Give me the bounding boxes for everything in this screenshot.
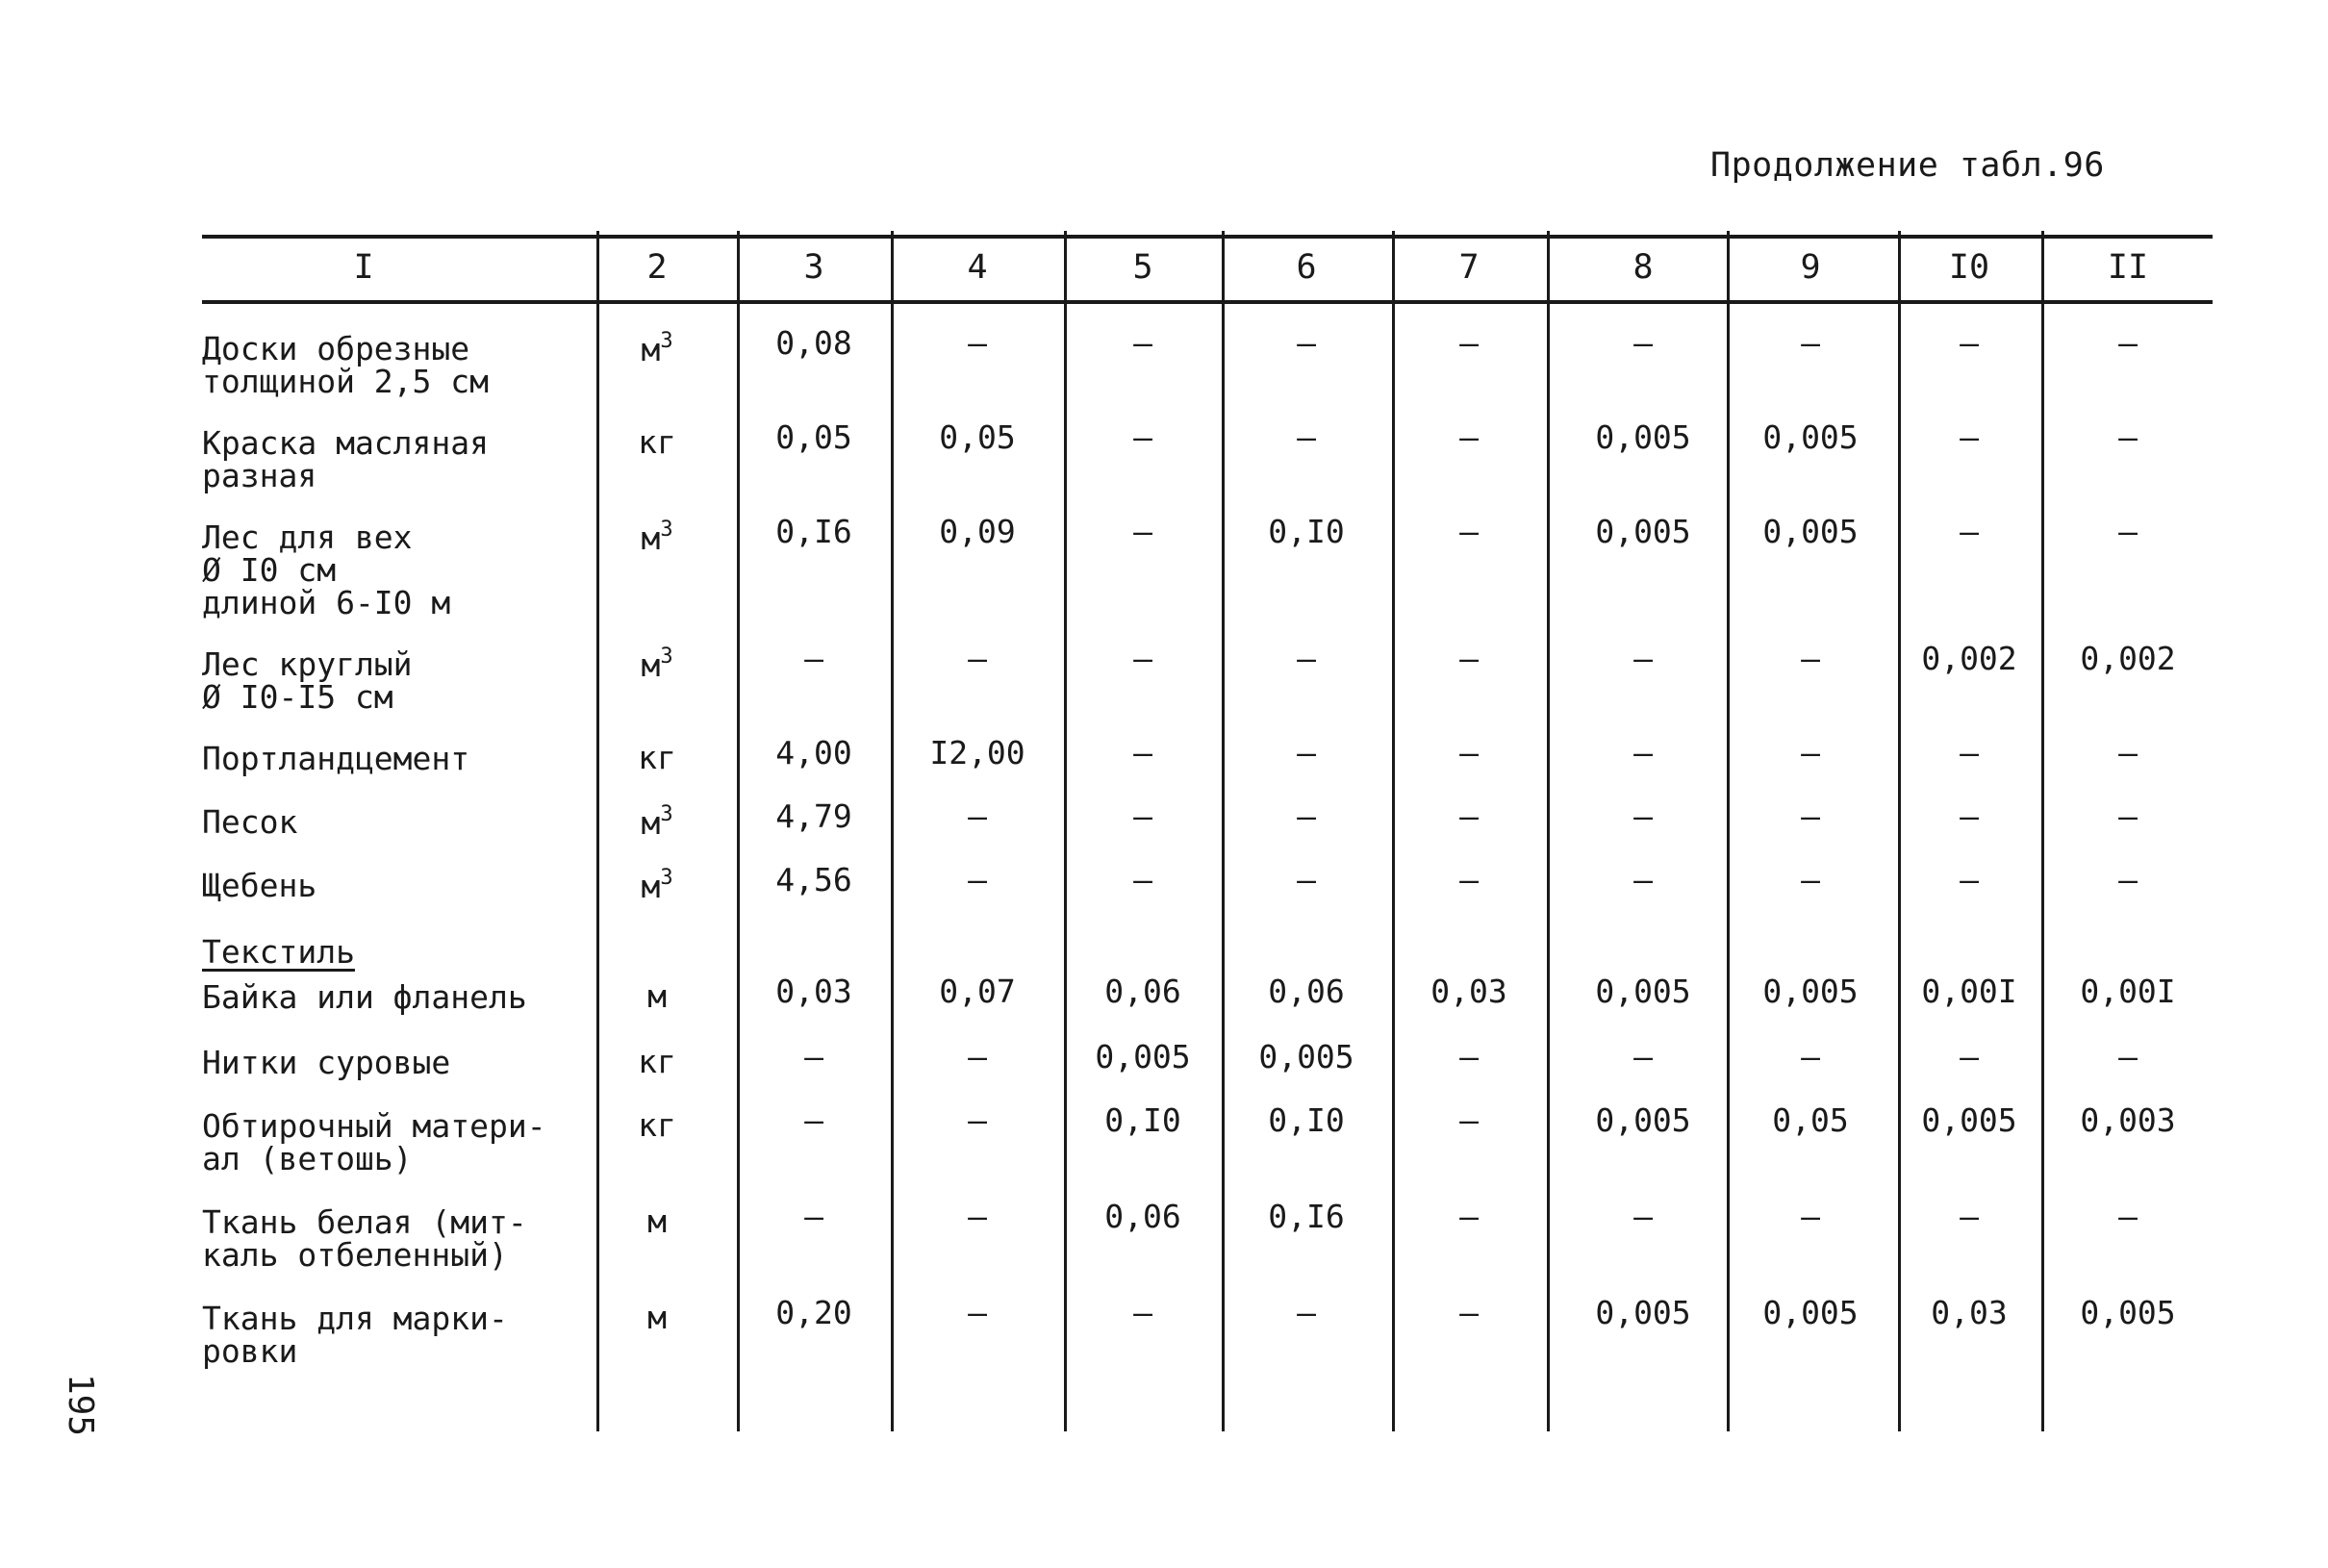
row-unit [641, 866, 672, 905]
column-rule [1727, 231, 1730, 1431]
unit-text: м [647, 1299, 667, 1336]
table-cell: – [1801, 640, 1820, 677]
table-cell: – [804, 1101, 823, 1139]
section-heading: Текстиль [202, 933, 355, 971]
table-cell: 0,09 [939, 513, 1016, 550]
row-name [202, 1203, 527, 1274]
unit-text: м [641, 646, 661, 684]
unit-superscript: 3 [660, 645, 673, 669]
table-cell: – [1297, 861, 1316, 898]
unit-text: м [641, 331, 661, 368]
column-rule [737, 231, 740, 1431]
table-cell: – [1801, 797, 1820, 835]
column-rule [1392, 231, 1395, 1431]
table-cell: 0,06 [1104, 1198, 1181, 1235]
row-unit [641, 802, 672, 842]
column-rule [1222, 231, 1225, 1431]
row-name-line: разная [202, 457, 317, 494]
row-name [202, 518, 451, 621]
row-name-line: Ø I0 см [202, 551, 337, 589]
table-cell: 0,005 [2080, 1294, 2176, 1331]
table-cell: 0,00I [2080, 973, 2176, 1010]
table-cell: 0,002 [2080, 640, 2176, 677]
unit-text: м [641, 868, 661, 905]
table-cell: 0,005 [1095, 1038, 1191, 1075]
table-cell: – [968, 861, 987, 898]
row-name-line: Портландцемент [202, 740, 470, 777]
table-cell: – [1960, 797, 1979, 835]
table-cell: 4,56 [775, 861, 852, 898]
row-unit [638, 739, 676, 776]
table-cell: 0,03 [1430, 973, 1507, 1010]
row-name [202, 330, 490, 400]
table-cell: 0,03 [1931, 1294, 2008, 1331]
table-cell: 0,005 [1921, 1101, 2017, 1139]
column-rule [891, 231, 894, 1431]
unit-text: кг [638, 739, 676, 776]
table-cell: – [968, 1101, 987, 1139]
table-cell: – [1133, 797, 1152, 835]
table-cell: – [1960, 418, 1979, 456]
row-name [202, 1302, 508, 1368]
table-cell: – [1801, 324, 1820, 362]
table-cell: 0,05 [1772, 1101, 1849, 1139]
table-cell: 0,I0 [1104, 1101, 1181, 1139]
table-cell: – [1297, 797, 1316, 835]
column-header: 2 [646, 248, 668, 287]
row-name [202, 803, 298, 841]
row-unit [641, 329, 672, 368]
column-header: 4 [967, 248, 988, 287]
column-header: 3 [803, 248, 824, 287]
table-cell: – [968, 1038, 987, 1075]
row-name [202, 867, 317, 904]
unit-text: м [641, 804, 661, 842]
table-cell: 0,005 [1595, 1294, 1691, 1331]
table-cell: 4,00 [775, 734, 852, 771]
table-cell: 0,20 [775, 1294, 852, 1331]
row-unit [647, 1202, 667, 1240]
column-rule [1547, 231, 1550, 1431]
table-cell: – [1133, 418, 1152, 456]
unit-superscript: 3 [660, 329, 673, 353]
table-cell: – [1459, 324, 1479, 362]
row-name [202, 424, 490, 494]
row-name [202, 645, 413, 716]
row-name-line: ал (ветошь) [202, 1140, 413, 1177]
table-cell: – [1960, 1198, 1979, 1235]
table-cell: 0,00I [1921, 973, 2017, 1010]
table-cell: – [1633, 640, 1653, 677]
table-cell: – [968, 797, 987, 835]
table-cell: 0,08 [775, 324, 852, 362]
row-name-line: каль отбеленный) [202, 1236, 508, 1274]
table-cell: – [2118, 797, 2138, 835]
row-name-line: Лес для вех [202, 518, 413, 556]
table-cell: 0,005 [1762, 513, 1859, 550]
row-name-line: Песок [202, 803, 298, 841]
row-unit [638, 423, 676, 461]
table-cell: – [968, 1294, 987, 1331]
row-name-line: Доски обрезные [202, 330, 470, 367]
table-cell: – [1133, 734, 1152, 771]
table-cell: – [1297, 734, 1316, 771]
row-name-line: Лес круглый [202, 645, 413, 683]
row-name-line: Щебень [202, 867, 317, 904]
row-unit [641, 518, 672, 557]
table-cell: 0,005 [1595, 973, 1691, 1010]
table-cell: 0,I0 [1268, 1101, 1345, 1139]
table-cell: 4,79 [775, 797, 852, 835]
table-cell: – [1133, 513, 1152, 550]
column-header: I0 [1948, 248, 1990, 287]
row-name-line: Ø I0-I5 см [202, 678, 393, 716]
table-cell: 0,06 [1268, 973, 1345, 1010]
table-cell: 0,I0 [1268, 513, 1345, 550]
table-cell: – [1960, 1038, 1979, 1075]
table-cell: – [1459, 1101, 1479, 1139]
table-cell: 0,002 [1921, 640, 2017, 677]
column-header: I [353, 248, 374, 287]
table-cell: 0,005 [1595, 418, 1691, 456]
table-cell: – [2118, 1038, 2138, 1075]
table-cell: 0,005 [1762, 1294, 1859, 1331]
table-cell: – [2118, 734, 2138, 771]
row-name-line: Байка или фланель [202, 978, 527, 1016]
unit-superscript: 3 [660, 866, 673, 890]
table-cell: – [1297, 324, 1316, 362]
table-cell: 0,I6 [775, 513, 852, 550]
table-cell: – [1960, 324, 1979, 362]
table-cell: – [1459, 1198, 1479, 1235]
table-cell: – [1459, 418, 1479, 456]
table-cell: – [1459, 734, 1479, 771]
table-cell: 0,05 [775, 418, 852, 456]
table-cell: – [1633, 734, 1653, 771]
row-name-line: толщиной 2,5 см [202, 363, 490, 400]
table-cell: 0,005 [1595, 513, 1691, 550]
column-header: 5 [1132, 248, 1153, 287]
table-top-rule [202, 235, 2213, 239]
table-cell: – [2118, 1198, 2138, 1235]
row-name-line: ровки [202, 1332, 298, 1370]
table-cell: – [1801, 734, 1820, 771]
unit-superscript: 3 [660, 802, 673, 826]
column-rule [1064, 231, 1067, 1431]
table-cell: – [968, 324, 987, 362]
table-cell: – [1133, 640, 1152, 677]
table-cell: – [1459, 797, 1479, 835]
table-cell: 0,07 [939, 973, 1016, 1010]
table-cell: – [1633, 324, 1653, 362]
table-cell: – [1633, 1038, 1653, 1075]
row-name [202, 1044, 451, 1081]
table-cell: – [1133, 861, 1152, 898]
unit-text: м [641, 519, 661, 557]
column-header: 8 [1632, 248, 1654, 287]
table-header-rule [202, 300, 2213, 304]
table-cell: – [2118, 861, 2138, 898]
table-caption: Продолжение табл.96 [1710, 146, 2105, 185]
table-cell: – [1633, 797, 1653, 835]
row-name [202, 1107, 546, 1177]
table-cell: – [1960, 734, 1979, 771]
table-cell: – [1459, 513, 1479, 550]
table-cell: – [2118, 513, 2138, 550]
table-cell: – [1633, 1198, 1653, 1235]
table-cell: – [1801, 1198, 1820, 1235]
table-cell: – [804, 640, 823, 677]
table-cell: 0,05 [939, 418, 1016, 456]
table-cell: – [968, 640, 987, 677]
column-rule [2041, 231, 2044, 1431]
table-cell: – [804, 1038, 823, 1075]
table-cell: – [1133, 1294, 1152, 1331]
row-name-line: Нитки суровые [202, 1044, 451, 1081]
table-cell: – [1459, 1294, 1479, 1331]
row-name-line: Обтирочный матери- [202, 1107, 546, 1145]
table-cell: – [1133, 324, 1152, 362]
row-name-line: длиной 6-I0 м [202, 584, 451, 621]
table-cell: – [2118, 418, 2138, 456]
table-cell: – [1297, 1294, 1316, 1331]
unit-text: кг [638, 423, 676, 461]
table-cell: – [1297, 418, 1316, 456]
table-cell: – [1459, 861, 1479, 898]
table-cell: 0,005 [1762, 973, 1859, 1010]
table-cell: – [1633, 861, 1653, 898]
table-cell: 0,06 [1104, 973, 1181, 1010]
row-unit [641, 645, 672, 684]
unit-superscript: 3 [660, 518, 673, 542]
column-rule [1898, 231, 1901, 1431]
row-unit [647, 977, 667, 1015]
row-name-line: Ткань белая (мит- [202, 1203, 527, 1241]
table-cell: – [1801, 861, 1820, 898]
table-cell: 0,005 [1762, 418, 1859, 456]
table-cell: 0,03 [775, 973, 852, 1010]
row-name [202, 978, 527, 1016]
row-unit [647, 1299, 667, 1336]
table-cell: – [1960, 513, 1979, 550]
unit-text: кг [638, 1106, 676, 1144]
table-cell: 0,I6 [1268, 1198, 1345, 1235]
column-header: 6 [1296, 248, 1317, 287]
column-header: 7 [1458, 248, 1480, 287]
unit-text: м [647, 1202, 667, 1240]
table-cell: I2,00 [929, 734, 1025, 771]
table-cell: – [2118, 324, 2138, 362]
table-cell: 0,005 [1595, 1101, 1691, 1139]
table-cell: – [804, 1198, 823, 1235]
unit-text: м [647, 977, 667, 1015]
row-unit [638, 1106, 676, 1144]
column-header: II [2107, 248, 2149, 287]
table-cell: – [1297, 640, 1316, 677]
column-header: 9 [1800, 248, 1821, 287]
table-cell: – [1459, 1038, 1479, 1075]
table-cell: – [1801, 1038, 1820, 1075]
table-cell: – [1960, 861, 1979, 898]
table-cell: – [1459, 640, 1479, 677]
row-name-line: Краска масляная [202, 424, 490, 462]
table-cell: 0,005 [1258, 1038, 1354, 1075]
page-number: 195 [61, 1374, 100, 1437]
table-cell: – [968, 1198, 987, 1235]
row-name [202, 740, 470, 777]
column-rule [596, 231, 599, 1431]
row-unit [638, 1043, 676, 1080]
table-cell: 0,003 [2080, 1101, 2176, 1139]
row-name-line: Ткань для марки- [202, 1300, 508, 1337]
unit-text: кг [638, 1043, 676, 1080]
